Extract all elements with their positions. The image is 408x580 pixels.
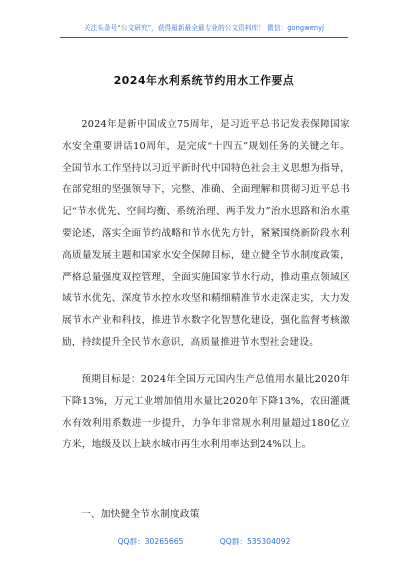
paragraph-block-1 xyxy=(62,114,350,354)
document-title: 2024年水利系统节约用水工作要点 xyxy=(113,74,295,87)
section-heading: 一、加快健全节水制度政策 xyxy=(81,509,200,520)
paragraph-intro: 2024年是新中国成立75周年，是习近平总书记发表保障国家水安全重要讲话10周年，是完成“十四五”规划任务的关键之年。全国节水工作坚持以习近平新时代中国特色社会主义思想为指导，在部党组的坚强领导下，完整、准确、全面理解和贯彻习近平总书记“节水优先、空间均衡、系统治理、两手发力”治水思路和治水重要论述，落实全面节约战略和节水优先方针，紧紧围绕新阶段水利高质量发展主题和国家水安全保障目标，建立健全节水制度政策，严格总量强度双控管理，全面实施国家节水行动，推动重点领域区域节水优先、深度节水控水攻坚和精细精准节水走深走实，大力发展节水产业和科技，推进节水数字化智慧化建设，强化监督考核激励，持续提升全民节水意识，高质量推进节水型社会建设。 xyxy=(62,119,350,348)
paragraph-targets: 预期目标是：2024年全国万元国内生产总值用水量比2020年下降13%，万元工业增加值用水量比2020年下降13%，农田灌溉水有效利用系数进一步提升，力争年非常规水利用量超过180亿立方米，地级及以上缺水城市再生水利用率达到24%以上。 xyxy=(62,374,350,451)
header-divider xyxy=(60,37,348,38)
footer-qq-group-1: QQ群：30265665 xyxy=(117,537,184,546)
footer-contacts xyxy=(0,536,408,547)
footer-qq-group-2: QQ群：535304092 xyxy=(219,537,291,546)
paragraph-block-2 xyxy=(62,369,350,456)
header-promo-note: 关注头条号“公文研究”，获得最新最全最专业的公文资料库！ 微信：gongwenyj xyxy=(83,24,325,32)
